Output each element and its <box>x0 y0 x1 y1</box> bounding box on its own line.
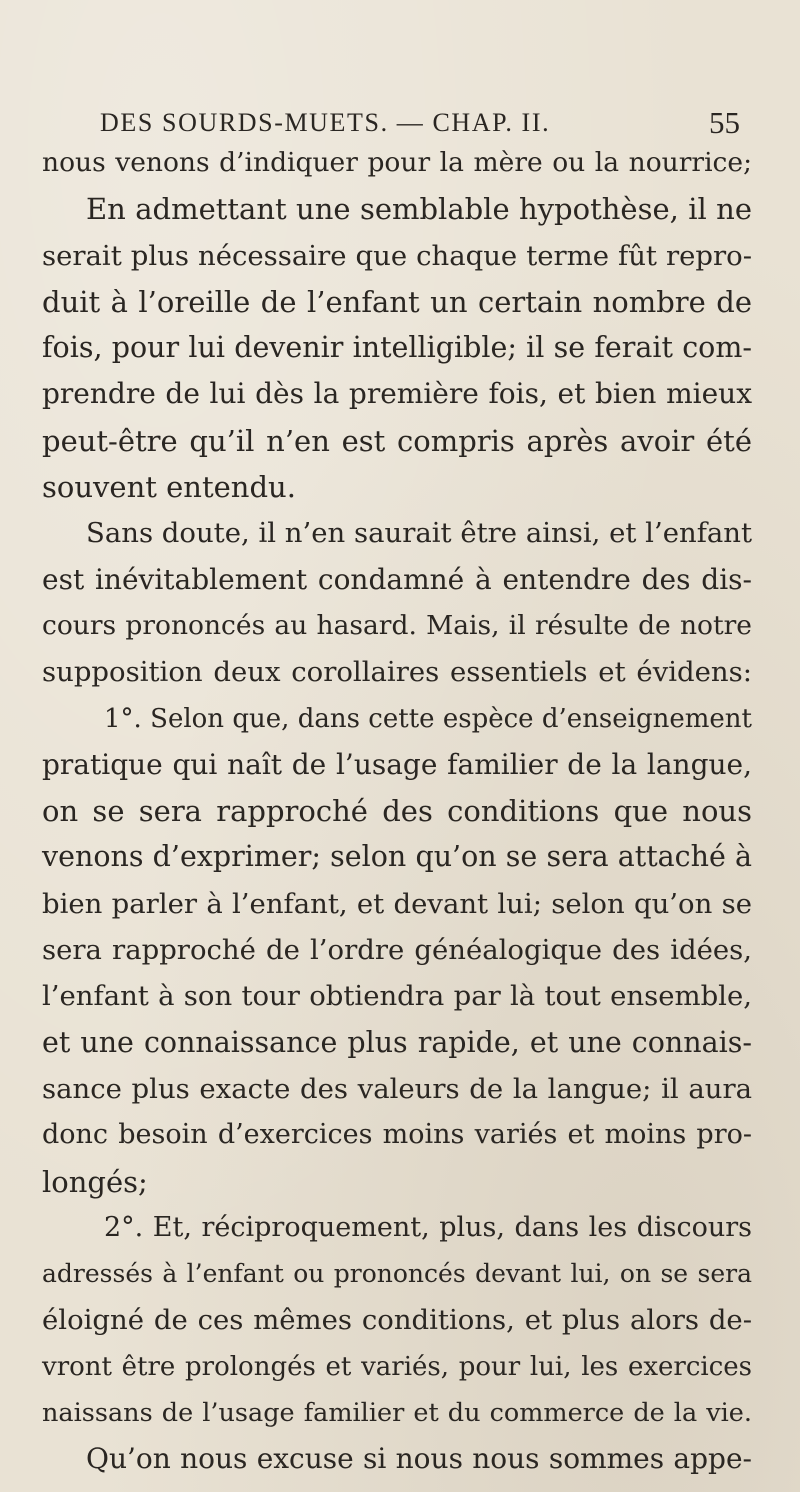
text-line: 2°. Et, réciproquement, plus, dans les discours <box>104 1211 752 1243</box>
text-line: supposition deux corollaires essentiels et évidens: <box>42 656 752 689</box>
text-line: peut-être qu’il n’en est compris après avoir été <box>42 423 752 458</box>
page-number: 55 <box>709 105 740 140</box>
text-line: bien parler à l’enfant, et devant lui; selon qu’on se <box>42 887 752 920</box>
text-line: En admettant une semblable hypothèse, il ne <box>86 192 752 227</box>
text-line: souvent entendu. <box>42 470 296 505</box>
text-line: l’enfant à son tour obtiendra par là tout ensemble, <box>42 980 752 1013</box>
text-line: adressés à l’enfant ou prononcés devant lui, on se sera <box>42 1259 752 1289</box>
text-line: cours prononcés au hasard. Mais, il résulte de notre <box>42 609 752 641</box>
running-title: DES SOURDS-MUETS. — CHAP. II. <box>100 108 551 137</box>
text-line: serait plus nécessaire que chaque terme fût repro- <box>42 239 752 272</box>
text-line: duit à l’oreille de l’enfant un certain nombre de <box>42 284 752 319</box>
text-line: pratique qui naît de l’usage familier de la langue, <box>42 747 752 781</box>
text-line: est inévitablement condamné à entendre des dis- <box>42 562 752 596</box>
body-text <box>42 140 752 1483</box>
text-line: fois, pour lui devenir intelligible; il se ferait com- <box>42 331 752 365</box>
text-line: longés; <box>42 1164 148 1199</box>
text-line: vront être prolongés et variés, pour lui, les exercices <box>42 1351 752 1382</box>
text-line: éloigné de ces mêmes conditions, et plus alors de- <box>42 1304 752 1337</box>
text-line: et une connaissance plus rapide, et une connais- <box>42 1025 752 1059</box>
text-line: Sans doute, il n’en saurait être ainsi, et l’enfant <box>86 517 753 550</box>
text-line: nous venons d’indiquer pour la mère ou la nourrice; <box>42 147 752 178</box>
text-line: 1°. Selon que, dans cette espèce d’enseignement <box>104 703 752 734</box>
text-line: naissans de l’usage familier et du commerce de la vie. <box>42 1398 752 1429</box>
text-line: donc besoin d’exercices moins variés et moins pro- <box>42 1119 752 1151</box>
text-line: venons d’exprimer; selon qu’on se sera attaché à <box>42 840 752 874</box>
text-line: sance plus exacte des valeurs de la langue; il aura <box>42 1072 752 1105</box>
text-line: sera rapproché de l’ordre généalogique des idées, <box>42 934 752 967</box>
text-line: prendre de lui dès la première fois, et bien mieux <box>42 377 752 411</box>
text-line: Qu’on nous excuse si nous nous sommes appe- <box>86 1442 752 1476</box>
text-line: on se sera rapproché des conditions que nous <box>42 794 752 829</box>
